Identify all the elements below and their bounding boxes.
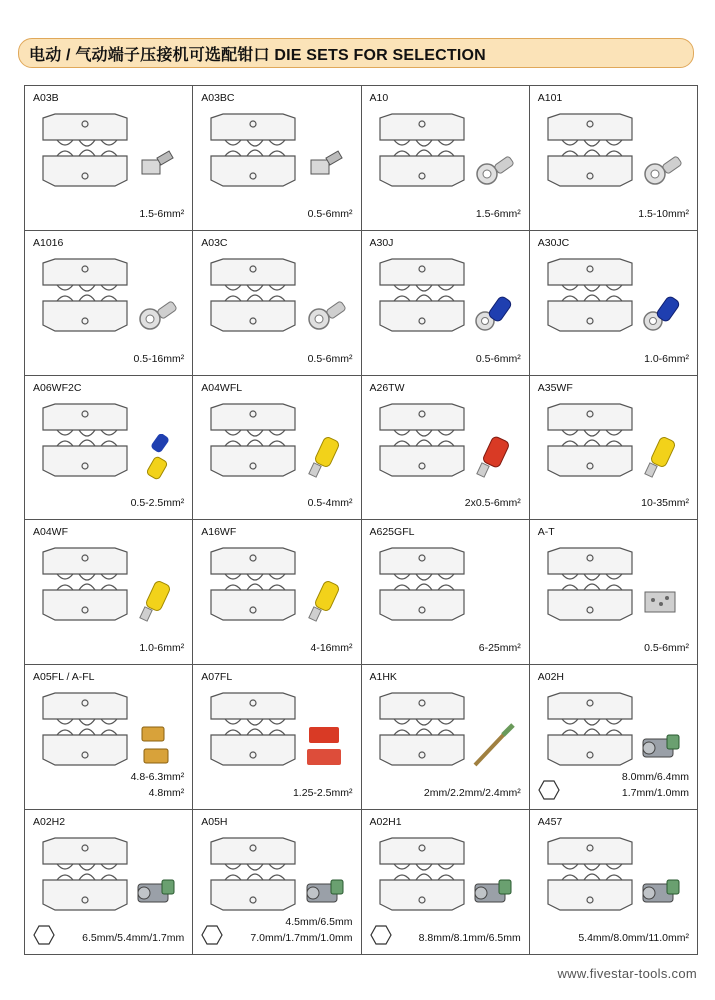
die-set-spec: 0.5-6mm²: [644, 642, 689, 655]
die-set-spec: 0.5-6mm²: [307, 207, 353, 220]
die-set-code: A35WF: [537, 381, 573, 394]
crimp-die-illustration: [372, 110, 472, 195]
die-set-cell: [362, 231, 530, 376]
lug-terminal-icon: [637, 578, 685, 624]
die-set-cell: [193, 810, 361, 955]
die-set-spec: 2mm/2.2mm/2.4mm²: [423, 787, 521, 800]
die-set-spec: 6-25mm²: [478, 642, 521, 655]
die-set-spec: 6.5mm/5.4mm/1.7mm: [82, 931, 185, 944]
bnc-connector-icon: [637, 868, 685, 914]
yellow-ferrule-icon: [132, 578, 180, 624]
die-set-code: A07FL: [201, 671, 233, 684]
die-set-code: A-T: [537, 526, 555, 539]
die-set-code: A30J: [369, 236, 394, 249]
die-set-cell: [193, 86, 361, 231]
die-set-grid: [24, 85, 698, 955]
die-set-cell: [362, 86, 530, 231]
die-set-spec: 8.8mm/8.1mm/6.5mm: [418, 931, 521, 944]
crimp-die-illustration: [35, 110, 135, 195]
die-set-spec-top: 4.5mm/6.5mm: [285, 915, 353, 928]
crimp-die-illustration: [372, 255, 472, 340]
die-set-cell: [362, 520, 530, 665]
die-set-spec: 1.0-6mm²: [139, 642, 185, 655]
die-set-cell: [25, 810, 193, 955]
gold-faston-icon: [132, 723, 180, 769]
crimp-die-illustration: [540, 400, 640, 485]
crimp-die-illustration: [203, 544, 303, 629]
ring-terminal-icon: [301, 289, 349, 335]
die-set-code: A457: [537, 816, 563, 829]
die-set-spec: 4-16mm²: [310, 642, 353, 655]
die-set-cell: [362, 665, 530, 810]
die-set-code: A101: [537, 92, 563, 104]
crimp-die-illustration: [35, 255, 135, 340]
die-set-spec: 0.5-16mm²: [133, 352, 185, 365]
bnc-connector-icon: [637, 723, 685, 769]
yellow-ferrule-icon: [301, 578, 349, 624]
die-set-code: A03B: [33, 92, 59, 104]
die-set-cell: [25, 665, 193, 810]
die-set-spec: 1.25-2.5mm²: [292, 787, 353, 800]
die-set-cell: [530, 376, 698, 521]
yellow-ferrule-icon: [301, 434, 349, 480]
die-set-spec: 0.5-6mm²: [475, 352, 521, 365]
ring-terminal-icon: [469, 144, 517, 190]
die-set-spec: 1.5-10mm²: [638, 207, 689, 220]
die-set-spec: 5.4mm/8.0mm/11.0mm²: [578, 931, 689, 944]
die-set-cell: [193, 665, 361, 810]
die-set-spec-top: 8.0mm/6.4mm: [621, 771, 689, 784]
blue-ring-terminal-icon: [469, 289, 517, 335]
die-set-cell: [530, 231, 698, 376]
crimp-die-illustration: [35, 834, 135, 919]
crimp-die-illustration: [203, 110, 303, 195]
pin-terminal-icon: [469, 723, 517, 769]
die-set-code: A625GFL: [369, 526, 415, 539]
die-set-spec: 0.5-4mm²: [307, 497, 353, 510]
red-faston-icon: [301, 723, 349, 769]
ring-terminal-icon: [637, 144, 685, 190]
die-set-cell: [25, 86, 193, 231]
die-set-cell: [530, 810, 698, 955]
die-set-code: A16WF: [201, 526, 237, 539]
die-set-cell: [193, 376, 361, 521]
page-title: 电动 / 气动端子压接机可选配钳口 DIE SETS FOR SELECTION: [29, 47, 486, 64]
hexagon-icon: [33, 924, 55, 946]
die-set-cell: [25, 376, 193, 521]
crimp-die-illustration: [540, 255, 640, 340]
page-header: [18, 38, 694, 68]
blue-ring-and-ferrule-icon: [132, 434, 180, 480]
crimp-die-illustration: [372, 544, 472, 629]
crimp-die-illustration: [203, 400, 303, 485]
die-set-cell: [25, 520, 193, 665]
crimp-die-illustration: [35, 400, 135, 485]
ring-terminal-icon: [132, 289, 180, 335]
crimp-die-illustration: [203, 689, 303, 774]
die-set-cell: [25, 231, 193, 376]
crimp-die-illustration: [372, 400, 472, 485]
die-set-cell: [530, 665, 698, 810]
die-set-spec: 10-35mm²: [641, 497, 689, 510]
die-set-cell: [193, 231, 361, 376]
red-twin-ferrule-icon: [469, 434, 517, 480]
die-set-code: A1HK: [369, 671, 397, 684]
hexagon-icon: [201, 924, 223, 946]
crimp-die-illustration: [203, 834, 303, 919]
die-set-code: A05H: [201, 816, 228, 829]
yellow-ferrule-icon: [637, 434, 685, 480]
crimp-die-illustration: [372, 834, 472, 919]
crimp-die-illustration: [540, 834, 640, 919]
die-set-cell: [362, 376, 530, 521]
bnc-connector-icon: [469, 868, 517, 914]
website-url: www.fivestar-tools.com: [557, 966, 697, 981]
die-set-code: A02H: [537, 671, 565, 684]
die-set-code: A03C: [201, 236, 228, 249]
crimp-die-illustration: [35, 544, 135, 629]
die-set-code: A30JC: [537, 236, 570, 249]
die-set-spec: 0.5-6mm²: [307, 352, 353, 365]
crimp-die-illustration: [35, 689, 135, 774]
die-set-code: A10: [369, 92, 389, 104]
bnc-connector-icon: [132, 868, 180, 914]
crimp-die-illustration: [540, 544, 640, 629]
flag-connector-icon: [132, 144, 180, 190]
die-set-cell: [193, 520, 361, 665]
die-set-code: A02H2: [33, 816, 66, 829]
crimp-die-illustration: [540, 110, 640, 195]
die-set-cell: [530, 86, 698, 231]
die-set-spec-top: 4.8-6.3mm²: [130, 771, 185, 784]
crimp-die-illustration: [540, 689, 640, 774]
die-set-code: A04WFL: [201, 381, 243, 394]
flag-connector-icon: [301, 144, 349, 190]
die-set-spec: 1.5-6mm²: [475, 207, 521, 220]
die-set-code: A05FL / A-FL: [33, 671, 95, 684]
crimp-die-illustration: [372, 689, 472, 774]
die-set-spec: 1.5-6mm²: [139, 207, 185, 220]
die-set-code: A04WF: [33, 526, 69, 539]
die-set-spec: 1.7mm/1.0mm: [621, 787, 689, 800]
die-set-code: A06WF2C: [33, 381, 82, 394]
die-set-spec: 0.5-2.5mm²: [130, 497, 185, 510]
die-set-cell: [362, 810, 530, 955]
bnc-connector-icon: [301, 868, 349, 914]
die-set-cell: [530, 520, 698, 665]
die-set-spec: 2x0.5-6mm²: [464, 497, 521, 510]
die-set-code: A1016: [33, 236, 64, 249]
blue-ring-terminal-icon: [637, 289, 685, 335]
die-set-code: A02H1: [369, 816, 402, 829]
die-set-code: A26TW: [369, 381, 405, 394]
hexagon-icon: [538, 779, 560, 801]
die-set-code: A03BC: [201, 92, 235, 104]
crimp-die-illustration: [203, 255, 303, 340]
die-set-spec: 4.8mm²: [148, 787, 185, 800]
die-set-spec: 1.0-6mm²: [644, 352, 689, 365]
hexagon-icon: [370, 924, 392, 946]
die-set-spec: 7.0mm/1.7mm/1.0mm: [250, 931, 353, 944]
